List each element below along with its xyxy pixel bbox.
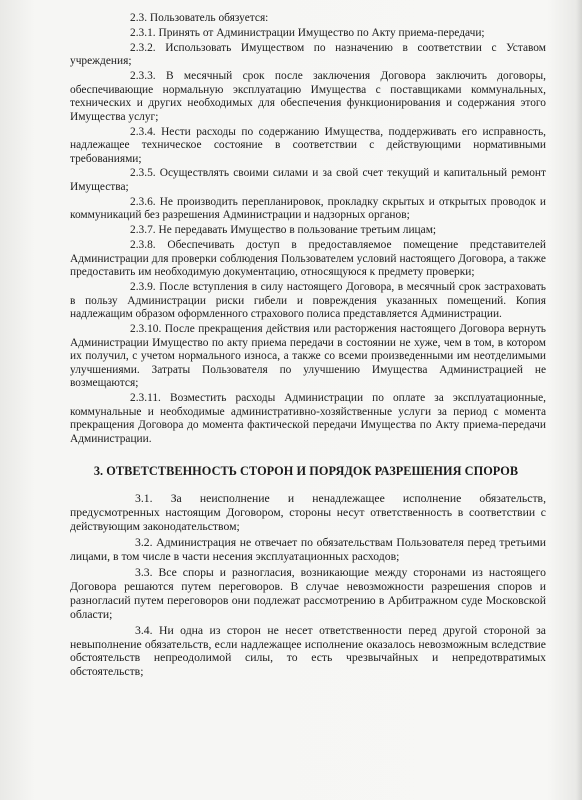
clause-2-3-1: 2.3.1. Принять от Администрации Имущество по Акту приема-передачи; xyxy=(130,26,485,39)
clause-2-3-6: 2.3.6. Не производить перепланировок, прокладку скрытых и открытых проводок и коммуникаций без разрешения Администрации и надзорных органов; xyxy=(70,195,546,222)
section-3-heading: 3. ОТВЕТСТВЕННОСТЬ СТОРОН И ПОРЯДОК РАЗРЕШЕНИЯ СПОРОВ xyxy=(93,464,519,479)
clause-2-3-2: 2.3.2. Использовать Имуществом по назначению в соответствии с Уставом учреждения; xyxy=(70,41,546,68)
clause-2-3-9: 2.3.9. После вступления в силу настоящего Договора, в месячный срок застраховать в пользу Администрации риски гибели и повреждения указанных помещений. Копия надлежащим образом оформленного страхового полиса представляется Администрации. xyxy=(70,280,546,321)
clause-2-3-8: 2.3.8. Обеспечивать доступ в предоставляемое помещение представителей Администрации для проверки соблюдения Пользователем условий настоящего Договора, а также предоставить им необходимую документацию, относящуюся к предмету проверки; xyxy=(70,239,546,279)
clause-2-3-5: 2.3.5. Осуществлять своими силами и за свой счет текущий и капитальный ремонт Имущества; xyxy=(70,167,546,194)
clause-2-3-4: 2.3.4. Нести расходы по содержанию Имущества, поддерживать его исправность, надлежащее техническое состояние в соответствии с действующими нормативными требованиями; xyxy=(70,125,546,165)
clause-2-3-7: 2.3.7. Не передавать Имущество в пользование третьим лицам; xyxy=(130,224,437,237)
clause-3-3: 3.3. Все споры и разногласия, возникающие между сторонами из настоящего Договора решаются путем переговоров. В случае невозможности разрешения споров и разногласий путем переговоров они подлежат рассмотрению в Арбитражном суде Московской области; xyxy=(70,566,546,621)
clause-3-1: 3.1. За неисполнение и ненадлежащее исполнение обязательств, предусмотренных настоящим Договором, стороны несут ответственность в соответствии с действующим законодательством; xyxy=(70,492,546,534)
section-3-liability xyxy=(70,492,546,679)
clause-2-3: 2.3. Пользователь обязуется: xyxy=(130,12,269,24)
clause-3-2: 3.2. Администрация не отвечает по обязательствам Пользователя перед третьими лицами, в том числе в части несения эксплуатационных расходов; xyxy=(70,536,546,564)
clause-2-3-11: 2.3.11. Возместить расходы Администрации по оплате за эксплуатационные, коммунальные и необходимые административно-хозяйственные услуги за период с момента прекращения Договора до момента фактической передачи Имущества по Акту приема-передачи Администрации. xyxy=(70,392,546,445)
clause-2-3-10: 2.3.10. После прекращения действия или расторжения настоящего Договора вернуть Администрации Имущество по акту приема передачи в состоянии не хуже, чем в том, в котором их получил, с учетом нормального износа, а также со всеми произведенными им неотделимыми улучшениями. Затраты Пользователя по улучшению Имущества Администрацией не возмещаются; xyxy=(70,322,546,390)
clause-2-3-3: 2.3.3. В месячный срок после заключения Договора заключить договоры, обеспечивающие нормальную эксплуатацию Имущества с поставщиками коммунальных, технических и других необходимых для обеспечения функционирования и содержания этого Имущества услуг; xyxy=(70,69,546,123)
clause-3-4: 3.4. Ни одна из сторон не несет ответственности перед другой стороной за невыполнение обязательств, если надлежащее исполнение оказалось невозможным вследствие обстоятельств непреодолимой силы, то есть чрезвычайных и непредотвратимых обстоятельств; xyxy=(70,623,546,679)
section-2-obligations xyxy=(70,12,546,446)
